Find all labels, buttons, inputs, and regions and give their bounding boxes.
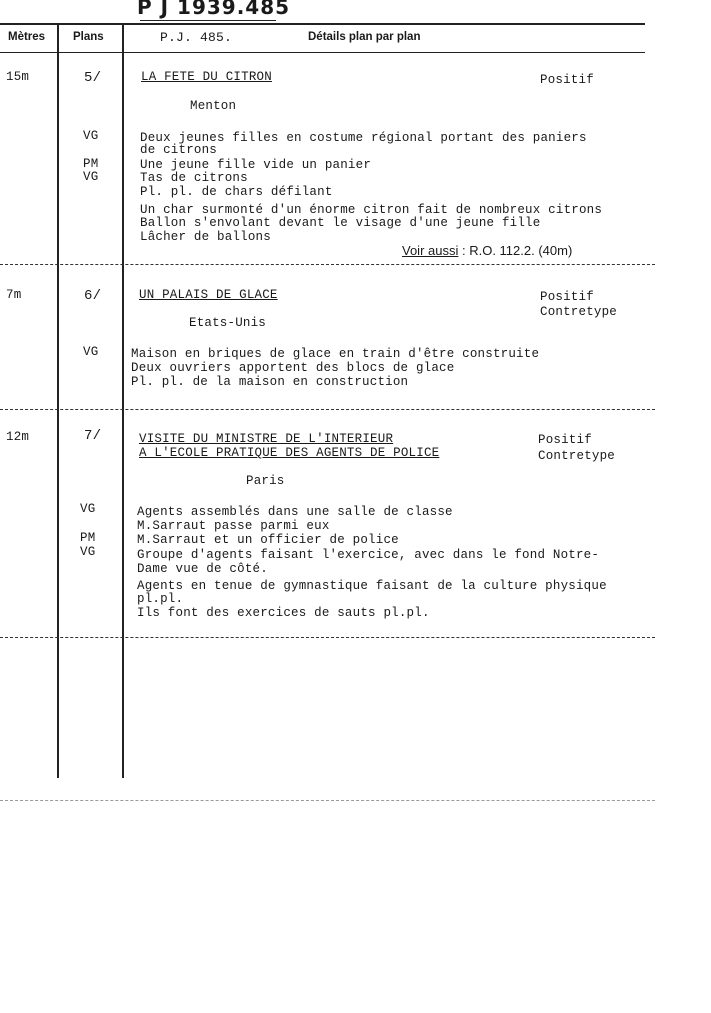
shot-description: Lâcher de ballons — [140, 230, 271, 244]
shot-description: M.Sarraut passe parmi eux — [137, 519, 330, 533]
shot-description: Dame vue de côté. — [137, 562, 268, 576]
section-location: Paris — [246, 474, 285, 488]
shot-code: VG — [80, 502, 96, 516]
archive-reference: P J 1939.485 — [137, 0, 291, 19]
shot-code: VG — [83, 345, 99, 359]
archive-reference-underline — [140, 20, 276, 21]
shot-description: Tas de citrons — [140, 171, 248, 185]
section-location: Menton — [190, 99, 237, 113]
shot-description: de citrons — [140, 143, 218, 157]
shot-description: M.Sarraut et un officier de police — [137, 533, 399, 547]
header-metres: Mètres — [8, 31, 46, 43]
shot-code: VG — [80, 545, 96, 559]
section-title: LA FETE DU CITRON — [141, 70, 272, 84]
section-title: UN PALAIS DE GLACE — [139, 288, 278, 302]
film-format: Contretype — [540, 305, 618, 319]
see-also-reference — [402, 243, 572, 258]
section-divider — [0, 637, 655, 638]
shot-description: Pl. pl. de chars défilant — [140, 185, 333, 199]
section-title: VISITE DU MINISTRE DE L'INTERIEUR — [139, 432, 394, 446]
shot-description: Deux jeunes filles en costume régional portant des paniers — [140, 131, 587, 145]
scan-fold-line — [0, 800, 655, 801]
shot-description: Une jeune fille vide un panier — [140, 158, 372, 172]
shot-code: VG — [83, 129, 99, 143]
shot-description: Agents en tenue de gymnastique faisant de la culture physique — [137, 579, 607, 593]
shot-code: PM — [80, 531, 96, 545]
section-plan-number: 7/ — [84, 428, 102, 444]
shot-description: Un char surmonté d'un énorme citron fait de nombreux citrons — [140, 203, 603, 217]
header-details: Détails plan par plan — [308, 31, 421, 43]
shot-description: pl.pl. — [137, 592, 184, 606]
shot-code: VG — [83, 170, 99, 184]
section-plan-number: 5/ — [84, 70, 102, 86]
header-plans: Plans — [73, 31, 104, 43]
section-metres: 15m — [6, 70, 30, 84]
film-format: Positif — [540, 73, 594, 87]
header-bottom-border — [0, 52, 645, 53]
column-divider-plans — [122, 23, 124, 778]
film-format: Positif — [540, 290, 594, 304]
shot-description: Ils font des exercices de sauts pl.pl. — [137, 606, 430, 620]
shot-description: Ballon s'envolant devant le visage d'une jeune fille — [140, 216, 541, 230]
header-film-ref: P.J. 485. — [160, 30, 233, 45]
section-plan-number: 6/ — [84, 288, 102, 304]
section-location: Etats-Unis — [189, 316, 267, 330]
see-also-value: : R.O. 112.2. (40m) — [458, 243, 573, 258]
shot-description: Deux ouvriers apportent des blocs de glace — [131, 361, 455, 375]
section-metres: 12m — [6, 430, 30, 444]
see-also-label: Voir aussi — [402, 243, 459, 258]
shot-description: Maison en briques de glace en train d'être construite — [131, 347, 540, 361]
section-divider — [0, 264, 655, 265]
column-divider-metres — [57, 23, 59, 778]
film-format: Contretype — [538, 449, 616, 463]
section-metres: 7m — [6, 288, 22, 302]
section-title: A L'ECOLE PRATIQUE DES AGENTS DE POLICE — [139, 446, 440, 460]
table-top-border — [0, 23, 645, 25]
shot-description: Groupe d'agents faisant l'exercice, avec dans le fond Notre- — [137, 548, 600, 562]
film-format: Positif — [538, 433, 592, 447]
shot-description: Agents assemblés dans une salle de classe — [137, 505, 453, 519]
shot-code: PM — [83, 157, 99, 171]
section-divider — [0, 409, 655, 410]
shot-description: Pl. pl. de la maison en construction — [131, 375, 409, 389]
